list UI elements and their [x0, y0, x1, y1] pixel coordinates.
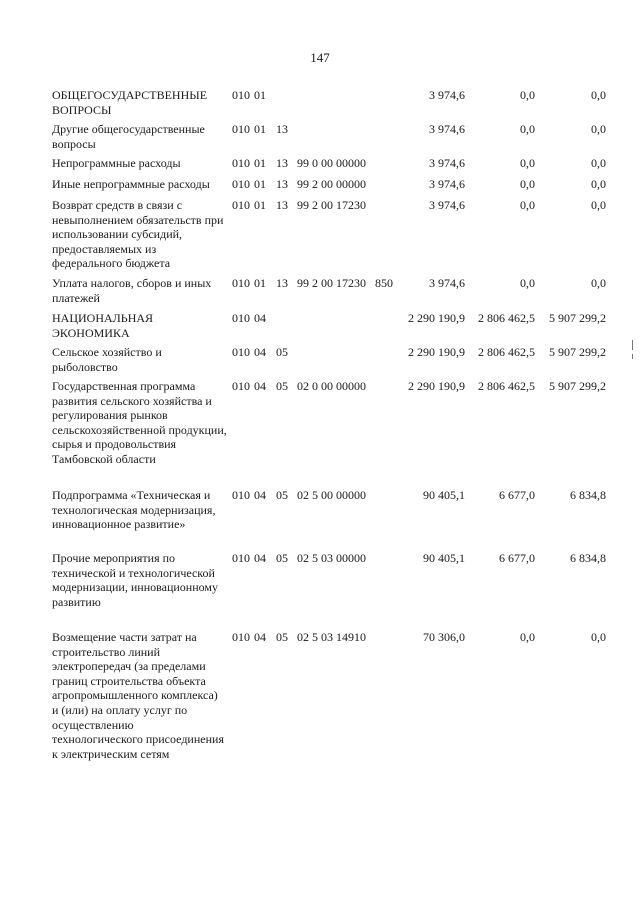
- row-name: ОБЩЕГОСУДАРСТВЕННЫЕ ВОПРОСЫ: [52, 88, 208, 117]
- value-year-3: 5 907 299,2: [549, 345, 606, 359]
- code-section: 04: [254, 345, 266, 359]
- value-year-1: 90 405,1: [423, 551, 465, 565]
- code-target: 99 2 00 17230: [297, 198, 366, 212]
- code-ministry: 010: [232, 630, 250, 644]
- row-name: Уплата налогов, сборов и иных платежей: [52, 276, 212, 305]
- code-ministry: 010: [232, 276, 250, 290]
- value-year-1: 2 290 190,9: [408, 379, 465, 393]
- row-name: Возврат средств в связи с невыполнением обязательств при использовании субсидий, предоставляемых из федерального бюджета: [52, 198, 224, 271]
- code-target: 99 2 00 17230: [297, 276, 366, 290]
- value-year-1: 2 290 190,9: [408, 345, 465, 359]
- code-subsection: 13: [276, 198, 288, 212]
- value-year-2: 0,0: [520, 177, 535, 191]
- row-name: Подпрограмма «Техническая и технологическая модернизация, инновационное развитие»: [52, 488, 216, 532]
- value-year-1: 3 974,6: [429, 177, 465, 191]
- value-year-3: 0,0: [591, 156, 606, 170]
- row-name: Сельское хозяйство и рыболовство: [52, 345, 162, 374]
- value-year-2: 0,0: [520, 630, 535, 644]
- value-year-1: 3 974,6: [429, 276, 465, 290]
- code-subsection: 13: [276, 122, 288, 136]
- code-target: 02 0 00 00000: [297, 379, 366, 393]
- value-year-2: 6 677,0: [499, 551, 535, 565]
- value-year-3: 0,0: [591, 88, 606, 102]
- code-target: 02 5 03 00000: [297, 551, 366, 565]
- code-section: 04: [254, 379, 266, 393]
- code-ministry: 010: [232, 198, 250, 212]
- code-ministry: 010: [232, 551, 250, 565]
- code-section: 04: [254, 311, 266, 325]
- code-subsection: 05: [276, 379, 288, 393]
- code-ministry: 010: [232, 177, 250, 191]
- code-ministry: 010: [232, 488, 250, 502]
- value-year-2: 0,0: [520, 276, 535, 290]
- value-year-3: 5 907 299,2: [549, 311, 606, 325]
- code-section: 01: [254, 276, 266, 290]
- code-section: 01: [254, 177, 266, 191]
- value-year-1: 3 974,6: [429, 198, 465, 212]
- row-name: Прочие мероприятия по технической и технологической модернизации, инновационному развитию: [52, 551, 219, 609]
- value-year-2: 2 806 462,5: [478, 345, 535, 359]
- value-year-3: 0,0: [591, 122, 606, 136]
- value-year-2: 0,0: [520, 88, 535, 102]
- code-subsection: 13: [276, 177, 288, 191]
- code-section: 04: [254, 630, 266, 644]
- code-subsection: 05: [276, 488, 288, 502]
- value-year-3: 0,0: [591, 177, 606, 191]
- value-year-3: 0,0: [591, 630, 606, 644]
- code-subsection: 05: [276, 630, 288, 644]
- code-subsection: 13: [276, 276, 288, 290]
- code-ministry: 010: [232, 311, 250, 325]
- code-ministry: 010: [232, 379, 250, 393]
- code-subsection: 05: [276, 345, 288, 359]
- row-name: Другие общегосударственные вопросы: [52, 122, 205, 151]
- code-target: 02 5 03 14910: [297, 630, 366, 644]
- scan-artifact: [632, 354, 633, 359]
- scan-artifact: [632, 340, 633, 350]
- value-year-2: 0,0: [520, 198, 535, 212]
- code-target: 99 2 00 00000: [297, 177, 366, 191]
- code-expense-type: 850: [375, 276, 393, 290]
- row-name: Непрограммные расходы: [52, 156, 181, 170]
- page-number: 147: [310, 50, 330, 65]
- code-section: 04: [254, 488, 266, 502]
- value-year-3: 6 834,8: [570, 488, 606, 502]
- value-year-3: 6 834,8: [570, 551, 606, 565]
- value-year-1: 3 974,6: [429, 88, 465, 102]
- code-ministry: 010: [232, 88, 250, 102]
- value-year-2: 0,0: [520, 122, 535, 136]
- row-name: Возмещение части затрат на строительство линий электропередач (за пределами границ строительства объекта агропромышленного комплекса) и (или) на оплату услуг по осуществлению технологического присоединения к электрическим сетям: [52, 630, 224, 761]
- value-year-1: 70 306,0: [423, 630, 465, 644]
- value-year-2: 2 806 462,5: [478, 379, 535, 393]
- row-name: Государственная программа развития сельского хозяйства и регулирования рынков сельскохозяйственной продукции, сырья и продовольствия Тамбовской области: [52, 379, 227, 466]
- value-year-1: 90 405,1: [423, 488, 465, 502]
- code-section: 04: [254, 551, 266, 565]
- value-year-2: 6 677,0: [499, 488, 535, 502]
- row-name: Иные непрограммные расходы: [52, 177, 210, 191]
- code-ministry: 010: [232, 345, 250, 359]
- code-section: 01: [254, 88, 266, 102]
- code-section: 01: [254, 156, 266, 170]
- value-year-3: 5 907 299,2: [549, 379, 606, 393]
- code-ministry: 010: [232, 156, 250, 170]
- value-year-3: 0,0: [591, 276, 606, 290]
- value-year-1: 2 290 190,9: [408, 311, 465, 325]
- code-section: 01: [254, 198, 266, 212]
- code-target: 02 5 00 00000: [297, 488, 366, 502]
- value-year-1: 3 974,6: [429, 156, 465, 170]
- value-year-3: 0,0: [591, 198, 606, 212]
- code-subsection: 05: [276, 551, 288, 565]
- value-year-2: 0,0: [520, 156, 535, 170]
- code-section: 01: [254, 122, 266, 136]
- code-subsection: 13: [276, 156, 288, 170]
- value-year-2: 2 806 462,5: [478, 311, 535, 325]
- row-name: НАЦИОНАЛЬНАЯ ЭКОНОМИКА: [52, 311, 154, 340]
- value-year-1: 3 974,6: [429, 122, 465, 136]
- code-target: 99 0 00 00000: [297, 156, 366, 170]
- code-ministry: 010: [232, 122, 250, 136]
